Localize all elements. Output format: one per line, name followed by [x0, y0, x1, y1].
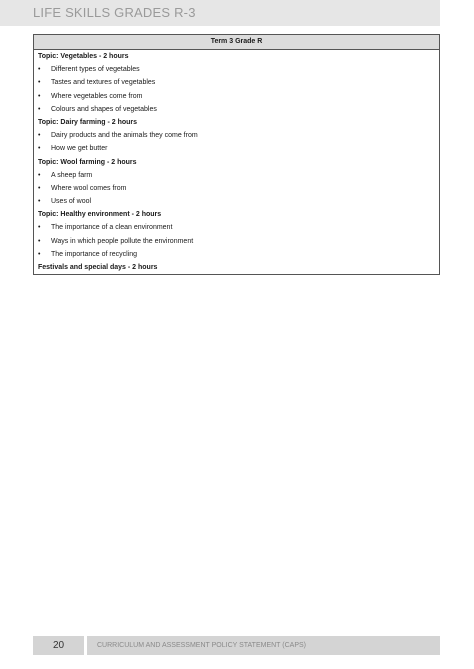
topic-label: Festivals and special days - 2 hours: [38, 264, 158, 271]
item-label: Uses of wool: [51, 198, 92, 206]
item-label: Tastes and textures of vegetables: [51, 79, 156, 87]
topic-row: [34, 116, 439, 129]
item-label: Different types of vegetables: [51, 66, 140, 74]
footer-text: CURRICULUM AND ASSESSMENT POLICY STATEMENT (CAPS): [97, 642, 307, 649]
item-label: Dairy products and the animals they come from: [51, 132, 198, 140]
list-item: [34, 182, 439, 195]
topic-label: Topic: Vegetables - 2 hours: [38, 53, 129, 60]
item-label: The importance of a clean environment: [51, 224, 173, 232]
bullet-icon: •: [38, 184, 41, 192]
list-item: [34, 221, 439, 234]
item-label: Where wool comes from: [51, 184, 127, 192]
bullet-icon: •: [38, 198, 41, 206]
list-item: [34, 103, 439, 116]
topic-row: [34, 208, 439, 221]
header-bar: [0, 0, 440, 26]
page-number: 20: [33, 636, 84, 655]
bullet-icon: •: [38, 237, 41, 245]
list-item: [34, 90, 439, 103]
bullet-icon: •: [38, 105, 41, 113]
item-label: A sheep farm: [51, 171, 93, 179]
bullet-icon: •: [38, 79, 41, 87]
topic-label: Topic: Healthy environment - 2 hours: [38, 211, 162, 219]
bullet-icon: •: [38, 171, 41, 179]
topic-row: [34, 261, 439, 274]
topic-label: Topic: Wool farming - 2 hours: [38, 158, 137, 166]
item-label: How we get butter: [51, 145, 108, 153]
bullet-icon: •: [38, 132, 41, 140]
item-label: Where vegetables come from: [51, 92, 143, 100]
bullet-icon: •: [38, 224, 41, 232]
list-item: [34, 235, 439, 248]
table-heading: Term 3 Grade R: [34, 35, 439, 50]
bullet-icon: •: [38, 250, 41, 258]
topic-row: [34, 50, 439, 63]
list-item: [34, 169, 439, 182]
topic-row: [34, 156, 439, 169]
term-table: [33, 34, 440, 275]
list-item: [34, 248, 439, 261]
list-item: [34, 195, 439, 208]
item-label: Ways in which people pollute the environment: [51, 237, 194, 245]
item-label: Colours and shapes of vegetables: [51, 105, 157, 113]
list-item: [34, 129, 439, 142]
page-header-title: LIFE SKILLS GRADES R-3: [33, 5, 196, 20]
list-item: [34, 63, 439, 76]
bullet-icon: •: [38, 66, 41, 74]
list-item: [34, 142, 439, 155]
topic-label: Topic: Dairy farming - 2 hours: [38, 118, 138, 126]
item-label: The importance of recycling: [51, 250, 137, 258]
table-rows: [34, 50, 439, 274]
footer-bar: [87, 636, 440, 655]
bullet-icon: •: [38, 145, 41, 153]
list-item: [34, 76, 439, 89]
bullet-icon: •: [38, 92, 41, 100]
